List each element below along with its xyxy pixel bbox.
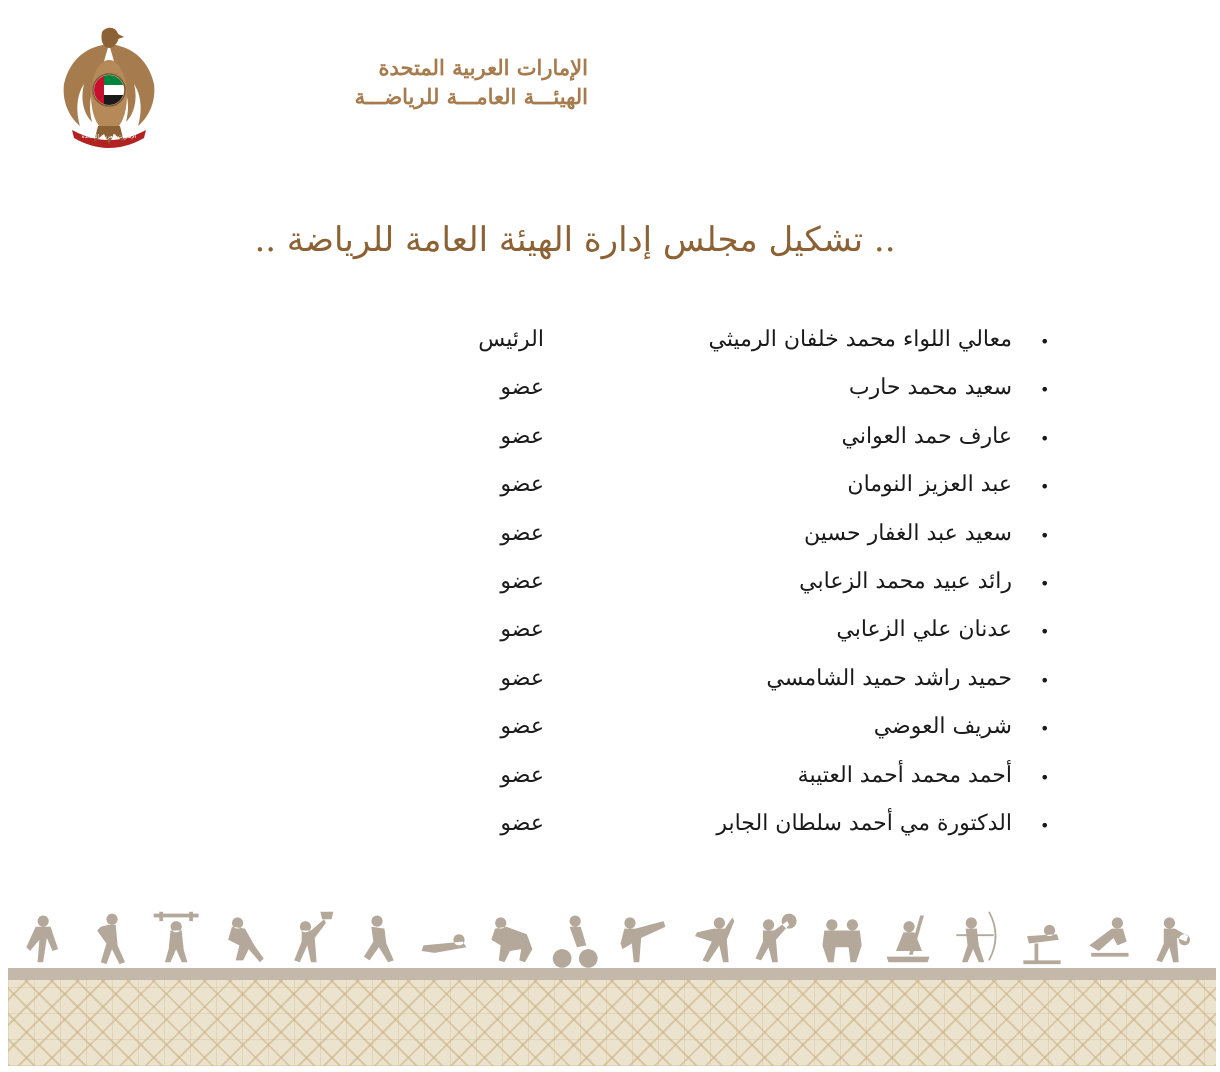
member-role: عضو (500, 810, 544, 836)
member-name: الدكتورة مي أحمد سلطان الجابر (716, 810, 1012, 836)
bullet-icon: • (1040, 332, 1050, 351)
gymnastics-icon (84, 906, 140, 968)
header (58, 26, 588, 156)
org-subname: الهيئـــة العامـــة للرياضـــة (354, 84, 588, 109)
member-name: معالي اللواء محمد خلفان الرميثي (708, 327, 1012, 352)
member-row (0, 366, 1220, 414)
member-name: أحمد محمد أحمد العتيبة (797, 762, 1012, 788)
bullet-icon: • (1040, 670, 1050, 690)
member-row (0, 705, 1220, 753)
member-role: عضو (500, 520, 544, 546)
member-role: عضو (500, 472, 544, 498)
member-name: عدنان علي الزعابي (836, 617, 1012, 643)
football-icon (349, 906, 405, 968)
member-name: عبد العزيز النومان (847, 472, 1012, 498)
member-role: عضو (500, 665, 544, 691)
karate-icon (1147, 906, 1203, 968)
bullet-icon: • (1040, 815, 1050, 835)
wrestling-icon (17, 906, 73, 968)
bullet-icon: • (1040, 719, 1050, 739)
member-role: عضو (500, 568, 544, 594)
bullet-icon: • (1040, 573, 1050, 593)
sports-pictogram-strip (12, 906, 1208, 970)
page-title: .. تشكيل مجلس إدارة الهيئة العامة للرياضة .. (254, 220, 896, 260)
member-name: سعيد عبد الغفار حسين (803, 520, 1012, 546)
bullet-icon: • (1040, 477, 1050, 497)
svg-text:الإمارات العربية المتحدة: الإمارات العربية المتحدة (81, 134, 137, 140)
archery-icon (947, 906, 1003, 968)
member-name: عارف حمد العواني (841, 423, 1012, 449)
member-name: حميد راشد حميد الشامسي (766, 665, 1012, 691)
cycling-icon (549, 906, 605, 968)
member-name: شريف العوضي (873, 714, 1012, 740)
member-row (0, 754, 1220, 802)
bullet-icon: • (1040, 767, 1050, 787)
member-role: عضو (500, 762, 544, 788)
org-name: الإمارات العربية المتحدة (378, 55, 588, 80)
equestrian-icon (482, 906, 538, 968)
member-name: رائد عبيد محمد الزعابي (799, 568, 1012, 594)
member-row (0, 463, 1220, 511)
shooting-icon (1014, 906, 1070, 968)
bullet-icon: • (1040, 622, 1050, 642)
fencing-icon (682, 906, 738, 968)
member-row (0, 415, 1220, 463)
bullet-icon: • (1040, 525, 1050, 545)
member-role: الرئيس (478, 327, 544, 352)
member-row (0, 560, 1220, 608)
bullet-icon: • (1040, 380, 1050, 400)
sailing-icon (1080, 906, 1136, 968)
member-role: عضو (500, 714, 544, 740)
member-row (0, 318, 1220, 366)
hockey-icon (217, 906, 273, 968)
member-role: عضو (500, 617, 544, 643)
weightlifting-icon (150, 906, 206, 968)
judo-icon (815, 906, 871, 968)
swimming-icon (416, 906, 472, 968)
member-name: سعيد محمد حارب (848, 375, 1012, 401)
rowing-icon (881, 906, 937, 968)
basketball-icon (283, 906, 339, 968)
members-list (0, 318, 1220, 850)
member-role: عضو (500, 375, 544, 401)
uae-emblem-icon (58, 26, 160, 148)
tennis-icon (748, 906, 804, 968)
member-row (0, 608, 1220, 656)
bullet-icon: • (1040, 428, 1050, 448)
taekwondo-icon (615, 906, 671, 968)
member-row (0, 512, 1220, 560)
member-role: عضو (500, 423, 544, 449)
divider (8, 968, 1216, 980)
member-row (0, 657, 1220, 705)
member-row (0, 802, 1220, 850)
arabesque-pattern (8, 980, 1216, 1066)
